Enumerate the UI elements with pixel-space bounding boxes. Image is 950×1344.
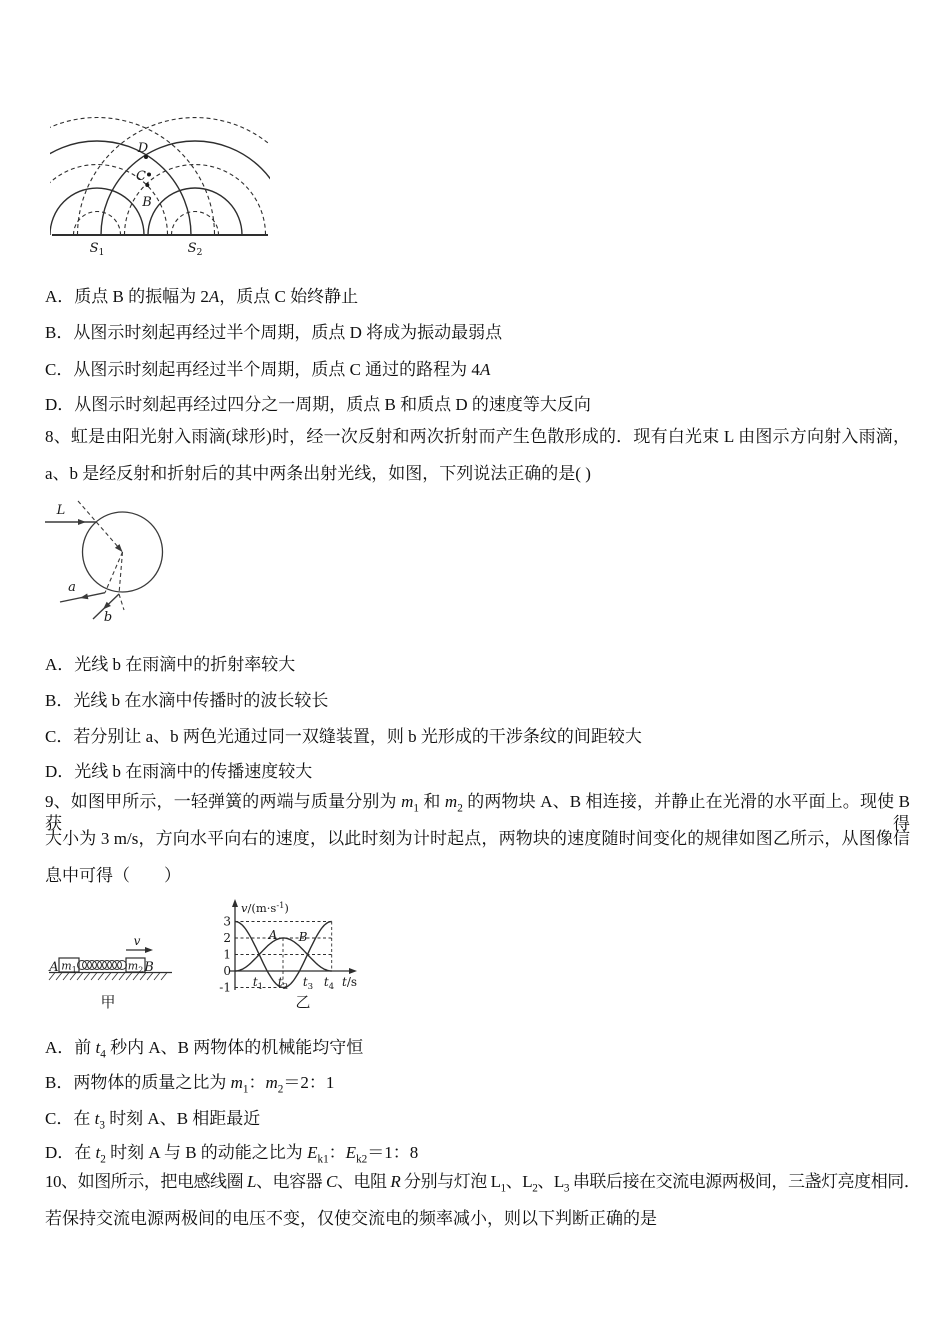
spring-coils [78,961,127,970]
x-tick-t1: $t_1$ [252,975,264,992]
q10-stem-line2: 若保持交流电源两极间的电压不变，仅使交流电的频率减小，则以下判断正确的是 [45,1209,657,1228]
y-tick-3: 3 [223,914,231,929]
x-tick-t3: $t_3$ [302,975,314,992]
velocity-time-graph [219,899,357,1011]
graph-gridlines [235,922,332,988]
q9-option-b: B．两物体的质量之比为 $m_1$：$m_2=2$：1 [45,1073,335,1096]
velocity-label: v [133,934,141,948]
x-tick-t4: $t_4$ [323,975,335,992]
q9-option-a: A．前 $t_4$ 秒内 A、B 两物体的机械能均守恒 [45,1038,364,1061]
point-C-label: C [136,169,146,184]
source-S1-label: $S_1$ [89,241,105,258]
q7-option-b: B．从图示时刻起再经过半个周期，质点 D 将成为振动最弱点 [45,323,503,342]
q8-option-b: B．光线 b 在水滴中传播时的波长较长 [45,691,329,710]
y-axis-label: $v/(m\cdot s^{-1})$ [241,900,289,915]
x-tick-t2: $t_2$ [277,975,289,992]
q9-option-d: D．在 $t_2$ 时刻 A 与 B 的动能之比为 $E_{k1}$：$E_{k2}=1$：8 [45,1143,419,1166]
q7-option-a: A．质点 B 的振幅为 2A，质点 C 始终静止 [45,287,359,306]
x-axis-arrowhead [349,968,357,974]
ray-a-label: a [68,580,76,595]
q8-stem-line1: 8、虹是由阳光射入雨滴(球形)时，经一次反射和两次折射而产生色散形成的．现有白光束 L 由图示方向射入雨滴， [45,427,910,446]
q7-option-c: C．从图示时刻起再经过半个周期，质点 C 通过的路程为 4A [45,360,491,379]
block-B-label: B [144,960,154,975]
wave-crest-arcs [50,141,270,235]
y-tick-2: 2 [223,931,231,945]
velocity-arrowhead [145,947,153,953]
y-tick-neg1: -1 [219,980,231,995]
q9-figures-strip [45,895,375,1013]
q9-stem-line1: 9、如图甲所示，一轻弹簧的两端与质量分别为 $m_1$ 和 $m_2$ 的两物块 A、B 相连接，并静止在光滑的水平面上。现使 B 获得 [45,792,910,834]
q9-stem-line3: 息中可得（ ） [45,866,181,885]
curve-B-label: B [298,930,308,944]
incident-ray-arrowhead [78,519,86,525]
curve-A-label: A [268,928,278,942]
figure-yi-caption: 乙 [295,993,311,1011]
y-axis-arrowhead [232,899,238,907]
source-S2-label: $S_2$ [187,241,203,258]
y-tick-0: 0 [223,964,231,978]
q8-option-c: C．若分别让 a、b 两色光通过同一双缝装置，则 b 光形成的干涉条纹的间距较大 [45,727,642,746]
q9-stem-line2: 大小为 3 m/s，方向水平向右的速度，以此时刻为计时起点，两物块的速度随时间变化的规律如图乙所示，从图像信 [45,829,910,848]
q8-option-d: D．光线 b 在雨滴中的传播速度较大 [45,762,313,781]
raindrop-figure [40,496,220,644]
y-tick-1: 1 [223,947,231,962]
mass-m2-label: $m_2$ [127,959,144,975]
q8-stem-line2: a、b 是经反射和折射后的其中两条出射光线，如图，下列说法正确的是( ) [45,464,591,483]
beam-L-label: L [56,503,66,518]
wave-interference-figure [50,110,270,262]
point-D-label: D [137,141,149,156]
figure-jia-caption: 甲 [100,993,116,1011]
point-B-label: B [142,195,152,210]
q8-option-a: A．光线 b 在雨滴中的折射率较大 [45,655,296,674]
q9-option-c: C．在 $t_3$ 时刻 A、B 相距最近 [45,1109,261,1132]
spring-blocks-figure [48,934,172,1011]
ray-b-label: b [103,610,113,625]
x-axis-label: t/s [342,975,358,989]
wave-trough-arcs [50,118,270,236]
ray-a-arrowhead [80,594,88,600]
block-A-label: A [49,960,59,975]
mass-m1-label: $m_1$ [61,959,77,975]
q7-option-d: D．从图示时刻起再经过四分之一周期，质点 B 和质点 D 的速度等大反向 [45,395,591,414]
q10-stem-line1: 10、如图所示，把电感线圈 L、电容器 C、电阻 R 分别与灯泡 $L_1$、$L_2$、$L_3$ 串联后接在交流电源两极间，三盏灯亮度相同． [45,1172,921,1195]
